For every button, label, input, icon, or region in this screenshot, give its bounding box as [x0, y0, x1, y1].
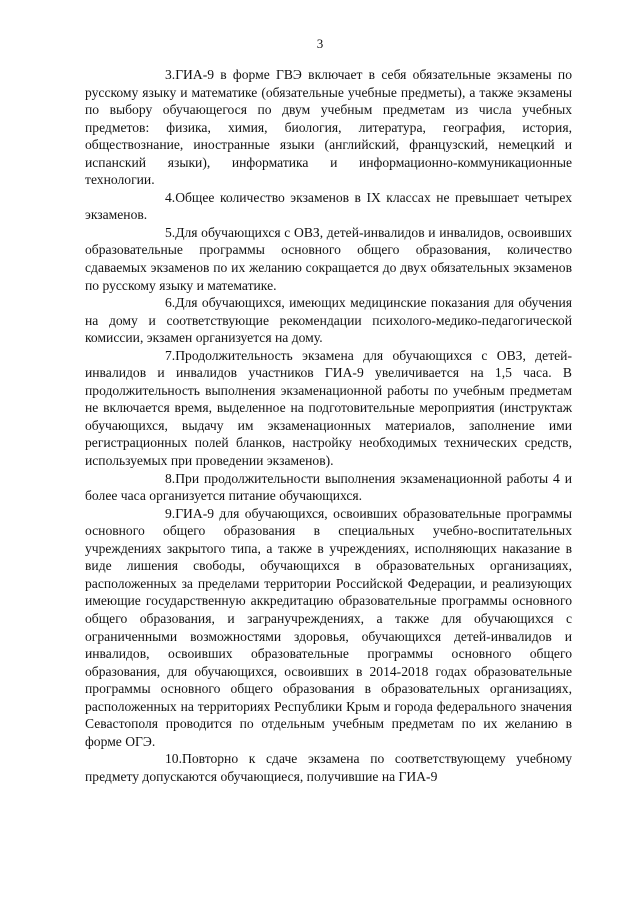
paragraph-3: [85, 66, 572, 189]
paragraph-text: ГИА-9 в форме ГВЭ включает в себя обязательные экзамены по русскому языку и математике (обязательные учебные предметы), а также экзамены по выбору обучающегося по двум учебным предметам из числа учебных предметов: физика, химия, биология, литература, география, история, обществознание, иностранные языки (английский, французский, немецкий и испанский языки), информатика и информационно-коммуникационные технологии.: [85, 67, 572, 188]
paragraph-number: 7.: [165, 347, 176, 363]
paragraph-6: [85, 294, 572, 347]
paragraph-number: 10.: [165, 751, 182, 767]
paragraph-7: [85, 347, 572, 470]
paragraph-number: 6.: [165, 295, 176, 311]
paragraph-4: [85, 189, 572, 224]
page-number: 3: [316, 36, 324, 51]
paragraph-9: [85, 505, 572, 751]
paragraph-number: 8.: [165, 470, 176, 486]
paragraph-number: 4.: [165, 189, 176, 205]
paragraph-text: Повторно к сдаче экзамена по соответствующему учебному предмету допускаются обучающиеся, получившие на ГИА-9: [85, 751, 572, 784]
paragraph-number: 9.: [165, 505, 176, 521]
paragraph-text: Для обучающихся, имеющих медицинские показания для обучения на дому и соответствующие рекомендации психолого-медико-педагогической комиссии, экзамен организуется на дому.: [85, 295, 572, 346]
paragraph-number: 5.: [165, 224, 176, 240]
document-body: [85, 66, 572, 785]
paragraph-number: 3.: [165, 67, 176, 82]
paragraph-8: [85, 470, 572, 505]
paragraph-10: [85, 750, 572, 785]
paragraph-5: [85, 224, 572, 294]
paragraph-text: При продолжительности выполнения экзаменационной работы 4 и более часа организуется питание обучающихся.: [85, 470, 572, 504]
paragraph-text: Продолжительность экзамена для обучающихся с ОВЗ, детей-инвалидов и инвалидов участников ГИА-9 увеличивается на 1,5 часа. В продолжительность выполнения экзаменационной работы по учебным предметам не включается время, выделенное на подготовительные мероприятия (инструктаж обучающихся, выдачу им экзаменационных материалов, заполнение ими регистрационных полей бланков, настройку необходимых технических средств, используемых при проведении экзаменов).: [85, 347, 572, 469]
paragraph-text: Общее количество экзаменов в IX классах не превышает четырех экзаменов.: [85, 189, 572, 223]
paragraph-text: ГИА-9 для обучающихся, освоивших образовательные программы основного общего образования в специальных учебно-воспитательных учреждениях закрытого типа, а также в учреждениях, исполняющих наказание в виде лишения свободы, обучающихся в образовательных организациях, расположенных за пределами территории Российской Федерации, и реализующих имеющие государственную аккредитацию образовательные программы основного общего образования, и загранучреждениях, а также для обучающихся с ограниченными возможностями здоровья, обучающихся детей-инвалидов и инвалидов, освоивших образовательные программы основного общего образования, для обучающихся, освоивших в 2014-2018 годах образовательные программы основного общего образования в образовательных организациях, расположенных на территориях Республики Крым и города федерального значения Севастополя проводится по отдельным учебным предметам по их желанию в форме ОГЭ.: [85, 505, 572, 749]
paragraph-text: Для обучающихся с ОВЗ, детей-инвалидов и инвалидов, освоивших образовательные программы основного общего образования, количество сдаваемых экзаменов по их желанию сокращается до двух обязательных экзаменов по русскому языку и математике.: [85, 224, 572, 293]
